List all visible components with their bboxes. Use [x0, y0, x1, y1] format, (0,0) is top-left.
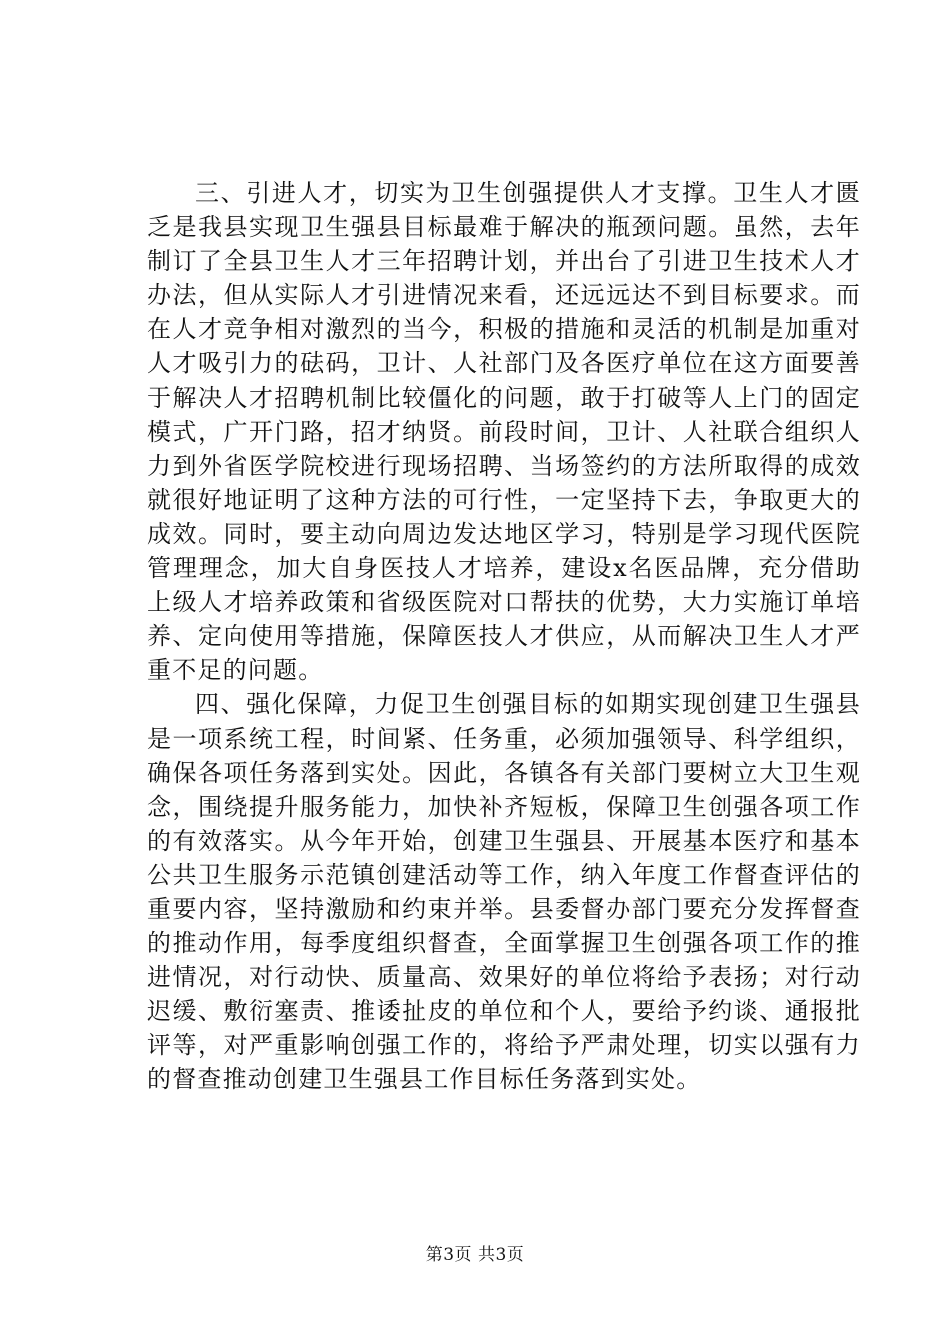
page-number-footer: 第3页 共3页	[425, 1245, 525, 1265]
paragraph-talent: 三、引进人才，切实为卫生创强提供人才支撑。卫生人才匮乏是我县实现卫生强县目标最难于解决的瓶颈问题。虽然，去年制订了全县卫生人才三年招聘计划，并出台了引进卫生技术人才办法，但从实际人才引进情况来看，还远远达不到目标要求。而在人才竞争相对激烈的当今，积极的措施和灵活的机制是加重对人才吸引力的砝码，卫计、人社部门及各医疗单位在这方面要善于解决人才招聘机制比较僵化的问题，敢于打破等人上门的固定模式，广开门路，招才纳贤。前段时间，卫计、人社联合组织人力到外省医学院校进行现场招聘、当场签约的方法所取得的成效就很好地证明了这种方法的可行性，一定坚持下去，争取更大的成效。同时，要主动向周边发达地区学习，特别是学习现代医院管理理念，加大自身医技人才培养，建设x名医品牌，充分借助上级人才培养政策和省级医院对口帮扶的优势，大力实施订单培养、定向使用等措施，保障医技人才供应，从而解决卫生人才严重不足的问题。	[147, 179, 861, 685]
paragraph-guarantee: 四、强化保障，力促卫生创强目标的如期实现创建卫生强县是一项系统工程，时间紧、任务重，必须加强领导、科学组织，确保各项任务落到实处。因此，各镇各有关部门要树立大卫生观念，围绕提升服务能力，加快补齐短板，保障卫生创强各项工作的有效落实。从今年开始，创建卫生强县、开展基本医疗和基本公共卫生服务示范镇创建活动等工作，纳入年度工作督查评估的重要内容，坚持激励和约束并举。县委督办部门要充分发挥督查的推动作用，每季度组织督查，全面掌握卫生创强各项工作的推进情况，对行动快、质量高、效果好的单位将给予表扬；对行动迟缓、敷衍塞责、推诿扯皮的单位和个人，要给予约谈、通报批评等，对严重影响创强工作的，将给予严肃处理，切实以强有力的督查推动创建卫生强县工作目标任务落到实处。	[147, 690, 861, 1094]
document-body	[147, 176, 861, 1097]
